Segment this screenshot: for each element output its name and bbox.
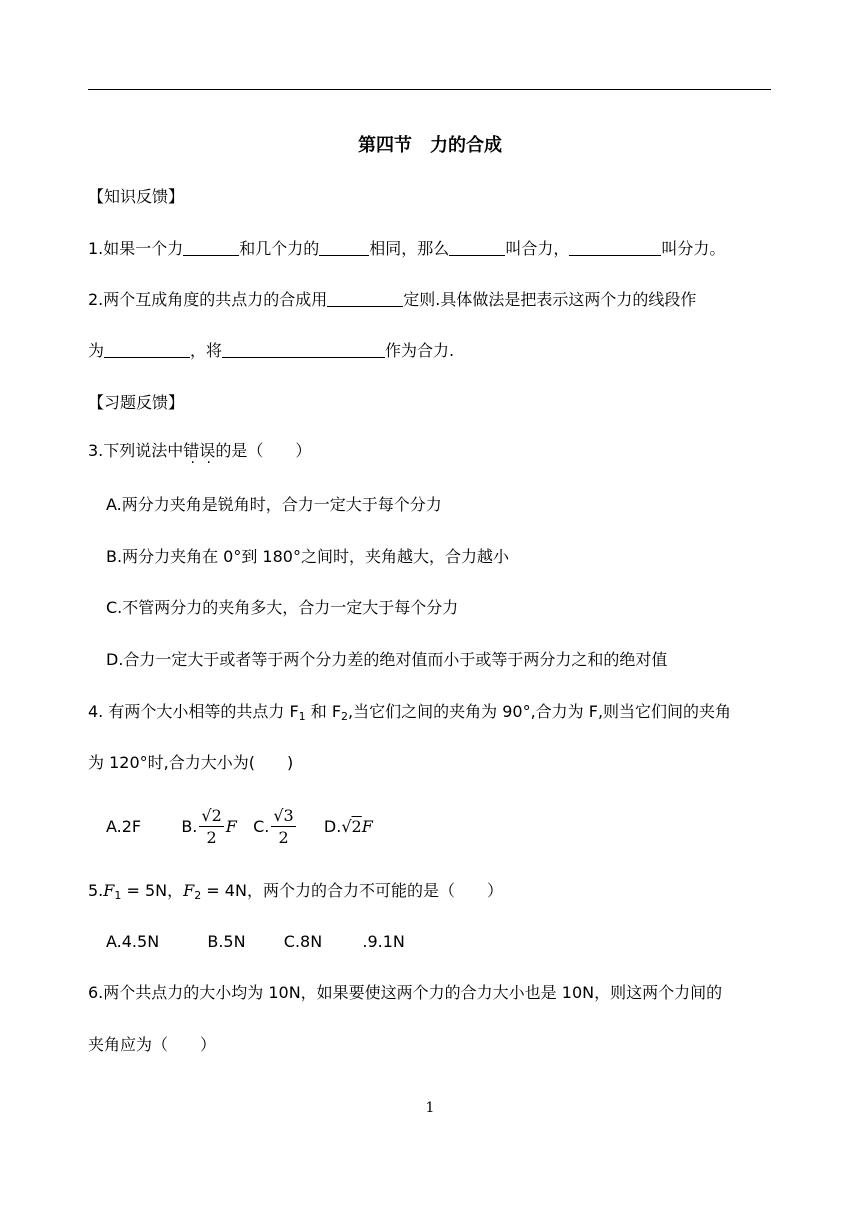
page-title: 第四节 力的合成 [358, 135, 502, 156]
denominator: 2 [206, 828, 217, 847]
section-heading-exercises: 【习题反馈】 [88, 393, 185, 412]
q1-blank-3[interactable] [449, 239, 505, 256]
q5-option-b: B.5N [207, 932, 246, 951]
q4-sub-1: 1 [298, 710, 306, 723]
question-1 [88, 238, 725, 260]
q5-option-a: A.4.5N [106, 932, 160, 951]
q1-text-d: 叫合力， [505, 239, 570, 258]
q4-option-a: A.2F [106, 817, 142, 836]
radicand: 3 [283, 806, 294, 825]
q5-sub-1: 1 [114, 889, 122, 902]
header-rule [88, 89, 771, 90]
q1-text-a: 1.如果一个力 [88, 239, 184, 258]
radicand: 2 [211, 806, 222, 825]
q5-text-c: = 4N，两个力的合力不可能的是（ ） [201, 881, 503, 900]
q4-options [106, 800, 373, 854]
sqrt-icon: √ [201, 806, 212, 825]
q4-option-b-fraction [199, 806, 223, 849]
question-4-line-1 [88, 701, 731, 723]
question-5-stem [88, 880, 503, 902]
q4-option-c-fraction [271, 806, 295, 849]
q5-sub-2: 2 [194, 889, 202, 902]
q2-text-c: 为 [88, 341, 105, 360]
q2-text-d: ，将 [190, 341, 223, 360]
q4-sub-2: 2 [341, 710, 349, 723]
question-2-line-1 [88, 289, 696, 311]
radicand: 2 [351, 817, 362, 836]
question-2-line-2 [88, 340, 454, 362]
q1-blank-4[interactable] [569, 239, 661, 256]
q2-blank-2[interactable] [104, 341, 190, 358]
q5-text-b: = 5N， [121, 881, 184, 900]
q1-blank-2[interactable] [319, 239, 369, 256]
q4-text-a: 4. 有两个大小相等的共点力 F [88, 702, 299, 721]
question-3-stem [88, 440, 311, 462]
sqrt-icon: √ [273, 806, 284, 825]
q3-stem-b: 的是（ ） [215, 441, 312, 460]
q3-option-c: C.不管两分力的夹角多大，合力一定大于每个分力 [106, 598, 459, 617]
q1-text-b: 和几个力的 [239, 239, 320, 258]
q1-text-e: 叫分力。 [661, 239, 726, 258]
denominator: 2 [278, 828, 289, 847]
q4-option-b-F: F [225, 817, 237, 836]
q4-text-c: ,当它们之间的夹角为 90°,合力为 F,则当它们间的夹角 [348, 702, 732, 721]
q5-options [106, 931, 405, 953]
q4-option-d-F: F [361, 817, 373, 836]
q5-F2: F [183, 881, 195, 900]
q4-option-b-label: B. [181, 817, 198, 836]
q3-stem-a: 3.下列说法中 [88, 441, 184, 460]
section-heading-knowledge: 【知识反馈】 [88, 187, 185, 206]
q4-option-d-label: D. [323, 817, 342, 836]
q4-option-d-expr [341, 800, 361, 854]
page-number: 1 [425, 1100, 435, 1116]
q5-F1: F [103, 881, 115, 900]
question-4-line-2: 为 120°时,合力大小为( ) [88, 753, 294, 772]
question-6-line-1: 6.两个共点力的大小均为 10N，如果要使这两个力的合力大小也是 10N，则这两个力间的 [88, 983, 723, 1002]
q5-option-d: .9.1N [362, 932, 405, 951]
q2-text-e: 作为合力. [385, 341, 455, 360]
q3-option-d: D.合力一定大于或者等于两个分力差的绝对值而小于或等于两分力之和的绝对值 [106, 650, 668, 669]
sqrt-icon: √ [341, 817, 352, 836]
q5-number: 5. [88, 881, 104, 900]
q4-text-b: 和 F [310, 702, 342, 721]
q5-option-c: C.8N [283, 932, 323, 951]
q3-emphasis-1: 错 [183, 441, 200, 460]
q2-blank-3[interactable] [222, 341, 385, 358]
q1-text-c: 相同，那么 [369, 239, 450, 258]
q1-blank-1[interactable] [183, 239, 239, 256]
q3-option-b: B.两分力夹角在 0°到 180°之间时，夹角越大，合力越小 [106, 547, 509, 566]
q2-text-a: 2.两个互成角度的共点力的合成用 [88, 290, 328, 309]
q3-emphasis-2: 误 [199, 441, 216, 460]
question-6-line-2: 夹角应为（ ） [88, 1035, 217, 1054]
q2-blank-1[interactable] [327, 290, 403, 307]
q3-option-a: A.两分力夹角是锐角时，合力一定大于每个分力 [106, 495, 442, 514]
q4-option-c-label: C. [253, 817, 270, 836]
q2-text-b: 定则.具体做法是把表示这两个力的线段作 [403, 290, 697, 309]
